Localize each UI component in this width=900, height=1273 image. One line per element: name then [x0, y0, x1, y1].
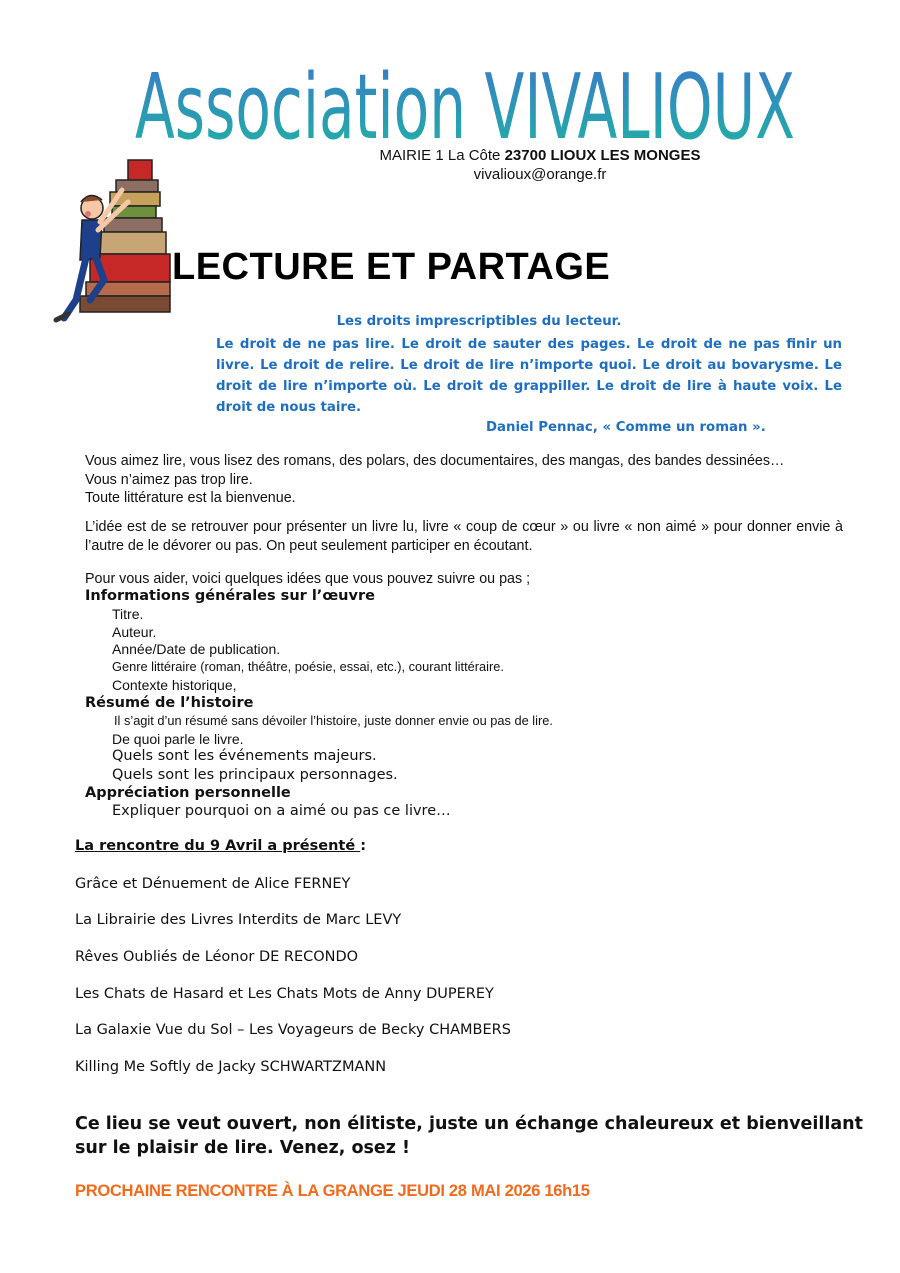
- association-title-text: Association VIVALIOUX: [135, 55, 795, 156]
- book-item: Killing Me Softly de Jacky SCHWARTZMANN: [75, 1059, 387, 1075]
- address-prefix: MAIRIE 1 La Côte: [379, 147, 505, 164]
- intro-line: Vous aimez lire, vous lisez des romans, des polars, des documentaires, des mangas, des bandes dessinées…: [85, 453, 785, 469]
- quote-heading: Les droits imprescriptibles du lecteur.: [336, 314, 622, 329]
- section-title-appreciation: Appréciation personnelle: [85, 785, 291, 801]
- intro-line: Toute littérature est la bienvenue.: [85, 490, 296, 506]
- association-title: [120, 46, 810, 156]
- quote-author: Daniel Pennac, « Comme un roman ».: [486, 420, 766, 435]
- quote-body: Le droit de ne pas lire. Le droit de sauter des pages. Le droit de ne pas finir un livre. Le droit de relire. Le droit de lire n’importe quoi. Le droit au bovarysme. Le droit de lire n’importe où. Le droit de grappiller. Le droit de lire à haute voix. Le droit de nous taire.: [216, 337, 842, 415]
- list-item: Il s’agit d’un résumé sans dévoiler l’histoire, juste donner envie ou pas de lire.: [114, 713, 553, 728]
- list-item: Quels sont les événements majeurs.: [112, 748, 377, 764]
- section-title-summary: Résumé de l’histoire: [85, 695, 254, 711]
- section-title-general: Informations générales sur l’œuvre: [85, 588, 375, 604]
- book-item: Rêves Oubliés de Léonor DE RECONDO: [75, 949, 359, 965]
- email-address: vivalioux@orange.fr: [473, 166, 607, 183]
- intro-paragraph-help: Pour vous aider, voici quelques idées que vous pouvez suivre ou pas ;: [85, 571, 531, 587]
- address-postal: 23700 LIOUX LES MONGES: [504, 147, 701, 164]
- page-title: LECTURE ET PARTAGE: [172, 246, 611, 288]
- closing-statement: Ce lieu se veut ouvert, non élitiste, juste un échange chaleureux et bienveillant sur le plaisir de lire. Venez, osez !: [75, 1114, 863, 1158]
- address-block: [300, 146, 780, 184]
- meeting-title-text: La rencontre du 9 Avril a présenté: [75, 838, 361, 854]
- list-item: Expliquer pourquoi on a aimé ou pas ce livre…: [112, 803, 451, 819]
- next-meeting-announcement: PROCHAINE RENCONTRE À LA GRANGE JEUDI 28 MAI 2026 16h15: [75, 1182, 590, 1200]
- book-item: Les Chats de Hasard et Les Chats Mots de Anny DUPEREY: [75, 986, 494, 1002]
- book-item: Grâce et Dénuement de Alice FERNEY: [75, 876, 351, 892]
- list-item: De quoi parle le livre.: [112, 731, 244, 747]
- book-item: La Librairie des Livres Interdits de Marc LEVY: [75, 912, 402, 928]
- list-item: Quels sont les principaux personnages.: [112, 767, 398, 783]
- book-item: La Galaxie Vue du Sol – Les Voyageurs de Becky CHAMBERS: [75, 1022, 511, 1038]
- books-illustration: [50, 150, 180, 330]
- intro-line: Vous n’aimez pas trop lire.: [85, 471, 253, 488]
- list-item: Contexte historique,: [112, 677, 237, 693]
- meeting-title: [75, 838, 366, 854]
- intro-paragraph-idea: L’idée est de se retrouver pour présenter un livre lu, livre « coup de cœur » ou livre « non aimé » pour donner envie à l’autre de le dévorer ou pas. On peut seulement participer en écoutant.: [85, 519, 843, 554]
- meeting-title-colon: :: [360, 838, 367, 854]
- list-item: Auteur.: [112, 624, 157, 640]
- list-item: Année/Date de publication.: [112, 641, 281, 657]
- address-line: [300, 146, 780, 165]
- list-item: Genre littéraire (roman, théâtre, poésie, essai, etc.), courant littéraire.: [112, 659, 504, 674]
- list-item: Titre.: [112, 606, 144, 622]
- intro-paragraph: [85, 452, 843, 508]
